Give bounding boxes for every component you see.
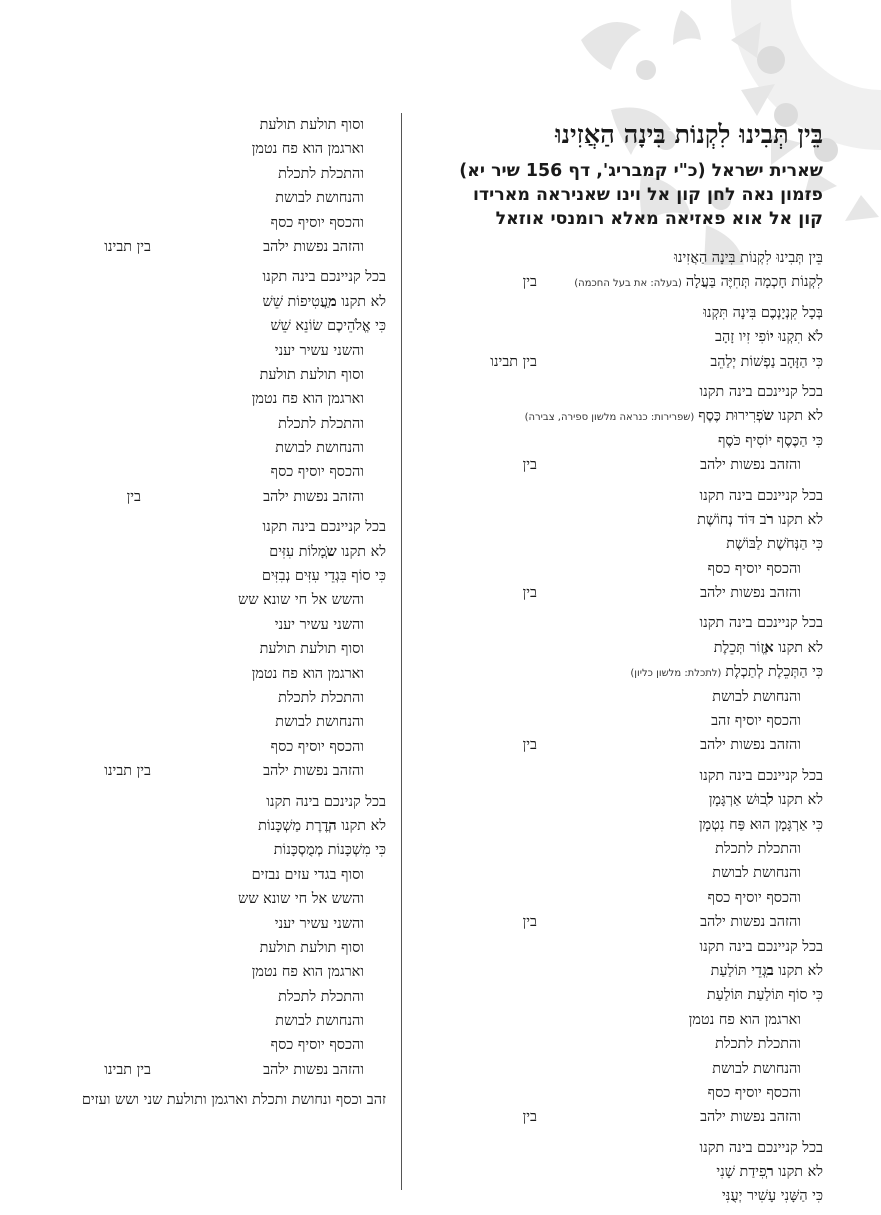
line-text: כִּי מִשְׁכָּנוֹת מְמֻסְכָּנוֹת	[273, 842, 386, 859]
acrostic-letter: ר	[766, 1163, 774, 1181]
poem-line	[0, 387, 386, 411]
line-text: והתכלת לתכלת	[278, 415, 364, 432]
line-text: וארגמן הוא פח נטמן	[251, 665, 364, 682]
poem-line	[403, 935, 823, 959]
poem-line	[0, 936, 386, 960]
line-text: לא תקנו	[336, 543, 386, 560]
line-text: כִּי הַנְּחֹשֶׁת לַבּוֹשֶׁת	[726, 536, 823, 553]
poem-line	[403, 910, 823, 934]
poem-line	[403, 350, 823, 374]
line-text: והכסף יוסיף כסף	[270, 1037, 364, 1054]
poem-line	[403, 508, 823, 532]
line-text: ׂפְרִירוּת כֶּסֶף	[698, 408, 764, 425]
refrain-label: בין	[522, 737, 537, 754]
line-text: והזהב נפשות ילהב	[263, 763, 364, 780]
poem-line	[0, 540, 386, 564]
poem-line	[403, 404, 823, 428]
line-text: בכל קניינכם בינה תקנו	[262, 519, 386, 536]
subtitle-line: קון אל אוא פאזיאה מאלא רומנסי אוזאל	[495, 209, 823, 229]
poem-line	[0, 912, 386, 936]
stanza	[403, 611, 823, 757]
left-column	[0, 113, 386, 1113]
poem-line	[403, 788, 823, 812]
poem-line	[0, 863, 386, 887]
poem-line	[0, 339, 386, 363]
line-text: והכסף יוסיף זהב	[711, 713, 801, 730]
acrostic-letter: י	[769, 328, 774, 346]
poem-line	[0, 564, 386, 588]
poem-line	[403, 429, 823, 453]
line-text: והזהב נפשות ילהב	[263, 488, 364, 505]
poem-line	[403, 1160, 823, 1184]
line-text: וארגמן הוא פח נטמן	[688, 1011, 801, 1028]
line-text: והזהב נפשות ילהב	[700, 585, 801, 602]
poem-line	[403, 301, 823, 325]
stanza	[0, 515, 386, 783]
poem-line	[0, 838, 386, 862]
poem-line	[0, 412, 386, 436]
poem-line	[403, 861, 823, 885]
refrain-label: בין	[126, 488, 141, 505]
poem-line	[403, 959, 823, 983]
poem-line	[403, 581, 823, 605]
line-text: לא תקנו	[773, 408, 823, 425]
line-text: ַעֲטִיפוֹת שֵׁשׁ	[262, 293, 329, 310]
poem-line	[403, 685, 823, 709]
poem-title: בֵּין תְּבִינוּ לִקְנוֹת בִּינָה הַאֲזִינוּ	[555, 120, 823, 150]
poem-line	[0, 710, 386, 734]
refrain-label: בין	[522, 914, 537, 931]
poem-line	[0, 613, 386, 637]
right-stanzas	[403, 246, 823, 1209]
poem-line	[403, 709, 823, 733]
subtitle-line: שארית ישראל (כ"י קמבריג', דף 156 שיר יא)	[459, 161, 823, 181]
poem-line	[0, 814, 386, 838]
line-text: ִּגְדֵי תּוֹלַעַת	[710, 962, 767, 979]
line-text: והשש אל חי שונא שש	[238, 592, 364, 609]
line-text: והכסף יוסיף כסף	[270, 214, 364, 231]
poem-line	[0, 1009, 386, 1033]
line-text: והתכלת לתכלת	[715, 1036, 801, 1053]
line-text: והנחושת לבושת	[275, 190, 364, 207]
acrostic-letter: ש	[763, 407, 774, 425]
line-text: והזהב נפשות ילהב	[700, 737, 801, 754]
poem-line	[0, 662, 386, 686]
line-text: ְׂמָלוֹת עִזִּים	[269, 543, 327, 560]
line-text: לא תקנו	[336, 293, 386, 310]
line-text: והכסף יוסיף כסף	[707, 560, 801, 577]
poem-line	[403, 380, 823, 404]
refrain-label: בין תבינו	[490, 353, 537, 370]
refrain-label: בין	[522, 274, 537, 291]
poem-line	[403, 270, 823, 294]
poem-line	[403, 325, 823, 349]
poem-line	[403, 1136, 823, 1160]
line-text: והנחושת לבושת	[712, 865, 801, 882]
line-text: והכסף יוסיף כסף	[707, 1084, 801, 1101]
refrain-label: בין	[522, 457, 537, 474]
poem-line	[403, 484, 823, 508]
stanza	[0, 790, 386, 1083]
line-text: בֵּין תְּבִינוּ לִקְנוֹת בִּינָה הַאֲזִינוּ	[674, 250, 823, 266]
poem-line	[0, 363, 386, 387]
line-text: לא תקנו	[773, 639, 823, 656]
stanza	[403, 380, 823, 478]
poem-line	[0, 113, 386, 137]
line-text: בכל קנינכם בינה תקנו	[266, 793, 386, 810]
line-text: כִּי אֱלֹהֵיכֶם שׂוֹנֵא שֵׁשׁ	[270, 318, 386, 335]
poem-line	[0, 637, 386, 661]
poem-line	[0, 265, 386, 289]
line-text: ֱזוֹר תְּכֵלֶת	[713, 639, 765, 656]
acrostic-letter: ל	[766, 791, 774, 809]
line-text: והשש אל חי שונא שש	[238, 891, 364, 908]
line-text: בכל קניינכם בינה תקנו	[262, 269, 386, 286]
poem-line	[403, 636, 823, 660]
poem-line	[403, 764, 823, 788]
subtitle-line: פזמון נאה לחן קון אל וינו שאניראה מארידו	[472, 185, 823, 205]
acrostic-letter: ה	[328, 816, 337, 834]
poem-line	[0, 960, 386, 984]
stanza	[403, 246, 823, 295]
poem-line	[403, 1184, 823, 1208]
line-text: והשני עשיר יעני	[274, 915, 364, 932]
poem-line	[0, 686, 386, 710]
line-text: והתכלת לתכלת	[278, 165, 364, 182]
line-text: לא תקנו	[773, 511, 823, 528]
stanza	[0, 113, 386, 259]
line-text: לֹא תִקְנוּ	[773, 329, 823, 346]
gloss-note: (לתכלת: מלשון כליון)	[630, 668, 722, 680]
line-text: לא תקנו	[773, 962, 823, 979]
line-text: והתכלת לתכלת	[715, 840, 801, 857]
line-text: והנחושת לבושת	[275, 714, 364, 731]
line-text: וסוף בגדי עזים נבזים	[251, 866, 364, 883]
stanza	[403, 764, 823, 1130]
poem-line	[403, 1081, 823, 1105]
line-text: כִּי סוֹף תּוֹלַעַת תּוֹלַעַת	[706, 987, 823, 1004]
acrostic-letter: ש	[326, 542, 337, 560]
poem-line	[0, 735, 386, 759]
line-text: ֹב דּוֹד נְחוֹשֶׁת	[697, 511, 767, 528]
line-text: בכל קניינכם בינה תקנו	[699, 383, 823, 400]
poem-line	[403, 453, 823, 477]
stanza	[0, 265, 386, 509]
gloss-note: (שפרירות: כנראה מלשון ספירה, צבירה)	[524, 412, 695, 424]
poem-line	[403, 557, 823, 581]
line-text: והכסף יוסיף כסף	[270, 464, 364, 481]
refrain-label: בין	[522, 1109, 537, 1126]
poem-line	[403, 611, 823, 635]
line-text: והנחושת לבושת	[275, 440, 364, 457]
closing-line: זהב וכסף ונחושת ותכלת וארגמן ותולעת שני ושש ועזים	[81, 1092, 386, 1109]
refrain-label: בין תבינו	[104, 238, 151, 255]
acrostic-letter: ב	[766, 961, 774, 979]
poem-line	[403, 733, 823, 757]
line-text: והזהב נפשות ילהב	[263, 1061, 364, 1078]
line-text: וֹפִי זִיו זָהָב	[715, 329, 770, 346]
left-stanzas	[0, 113, 386, 1082]
refrain-label: בין	[522, 585, 537, 602]
line-text: בכל קניינכם בינה תקנו	[699, 487, 823, 504]
line-text: ְבוּשׁ אַרְגָּמָן	[708, 792, 767, 809]
poem-line	[0, 485, 386, 509]
line-text: והזהב נפשות ילהב	[263, 238, 364, 255]
line-text: והנחושת לבושת	[275, 1013, 364, 1030]
poem-line	[0, 211, 386, 235]
poem-line	[403, 660, 823, 684]
acrostic-letter: מ	[328, 292, 337, 310]
poem-line	[403, 1057, 823, 1081]
right-column	[403, 118, 823, 1215]
poem-line	[403, 532, 823, 556]
stanza	[403, 1136, 823, 1209]
line-text: וארגמן הוא פח נטמן	[251, 391, 364, 408]
line-text: כִּי אַרְגָּמָן הוּא פַּח נִטְמָן	[699, 816, 823, 833]
poem-line	[0, 235, 386, 259]
line-text: כִּי הַזָּהָב נַפְשׁוֹת יְלַהֵב	[710, 353, 823, 370]
poem-line	[0, 436, 386, 460]
line-text: והכסף יוסיף כסף	[707, 889, 801, 906]
line-text: לא תקנו	[773, 1164, 823, 1181]
line-text: וארגמן הוא פח נטמן	[251, 141, 364, 158]
poem-line	[403, 983, 823, 1007]
poem-line	[0, 515, 386, 539]
subtitle-block	[403, 159, 823, 231]
poem-line	[403, 886, 823, 910]
poem-line	[403, 1105, 823, 1129]
line-text: וסוף תולעת תולעת	[259, 366, 364, 383]
poem-line	[403, 837, 823, 861]
poem-line	[0, 588, 386, 612]
line-text: בְּכָל קִנְיָנְכֶם בִּינָה תִּקְנוּ	[703, 304, 823, 321]
line-text: כִּי הַשָּׁנִי עָשִׁיר יְעֻנִּי	[722, 1188, 823, 1205]
line-text: והתכלת לתכלת	[278, 988, 364, 1005]
acrostic-letter: ר	[766, 510, 774, 528]
line-text: והנחושת לבושת	[712, 1060, 801, 1077]
poem-line	[0, 1033, 386, 1057]
poem-line	[0, 460, 386, 484]
line-text: והזהב נפשות ילהב	[700, 457, 801, 474]
line-text: בכל קניינכם בינה תקנו	[699, 938, 823, 955]
line-text: בכל קניינכם בינה תקנו	[699, 615, 823, 632]
poem-line	[0, 759, 386, 783]
line-text: בכל קניינכם בינה תקנו	[699, 767, 823, 784]
line-text: כִּי סוֹף בִּגְדֵי עִזִּים נְבִזִּים	[261, 568, 386, 585]
line-text: וסוף תולעת תולעת	[259, 117, 364, 133]
line-text: והנחושת לבושת	[712, 688, 801, 705]
line-text: וסוף תולעת תולעת	[259, 939, 364, 956]
poem-line	[0, 162, 386, 186]
line-text: וארגמן הוא פח נטמן	[251, 964, 364, 981]
refrain-label: בין תבינו	[104, 763, 151, 780]
poem-line	[0, 314, 386, 338]
poem-line	[0, 790, 386, 814]
line-text: והזהב נפשות ילהב	[700, 914, 801, 931]
line-text: לִקְנוֹת חָכְמָה תְּחִיֶּה בַּעֲלָה	[685, 274, 823, 291]
line-text: והתכלת לתכלת	[278, 689, 364, 706]
line-text: בכל קניינכם בינה תקנו	[699, 1139, 823, 1156]
line-text: ֲדֶרֶת מַשְׁכָּנוֹת	[258, 817, 329, 834]
line-text: והשני עשיר יעני	[274, 342, 364, 359]
poem-line	[0, 137, 386, 161]
line-text: והזהב נפשות ילהב	[700, 1109, 801, 1126]
poem-line	[0, 1058, 386, 1082]
poem-line	[0, 887, 386, 911]
poem-line	[403, 1032, 823, 1056]
poem-line	[403, 1008, 823, 1032]
line-text: לא תקנו	[773, 792, 823, 809]
refrain-label: בין תבינו	[104, 1061, 151, 1078]
poem-line	[0, 186, 386, 210]
line-text: וסוף תולעת תולעת	[259, 641, 364, 658]
line-text: לא תקנו	[336, 817, 386, 834]
poem-line	[0, 985, 386, 1009]
gloss-note: (בעלה: את בעל החכמה)	[574, 278, 682, 290]
line-text: ְפִידַת שָׁנִי	[716, 1164, 767, 1181]
line-text: כִּי הַכֶּסֶף יוֹסִיף כֹּסֶף	[717, 432, 823, 449]
stanza	[403, 484, 823, 606]
line-text: והשני עשיר יעני	[274, 616, 364, 633]
line-text: והכסף יוסיף כסף	[270, 738, 364, 755]
poem-line	[0, 290, 386, 314]
acrostic-letter: א	[764, 638, 774, 656]
line-text: כִּי הַתְּכֵלֶת לְתַכְלֶת	[725, 664, 823, 681]
poem-line	[403, 813, 823, 837]
stanza	[403, 301, 823, 374]
poem-line	[403, 246, 823, 270]
